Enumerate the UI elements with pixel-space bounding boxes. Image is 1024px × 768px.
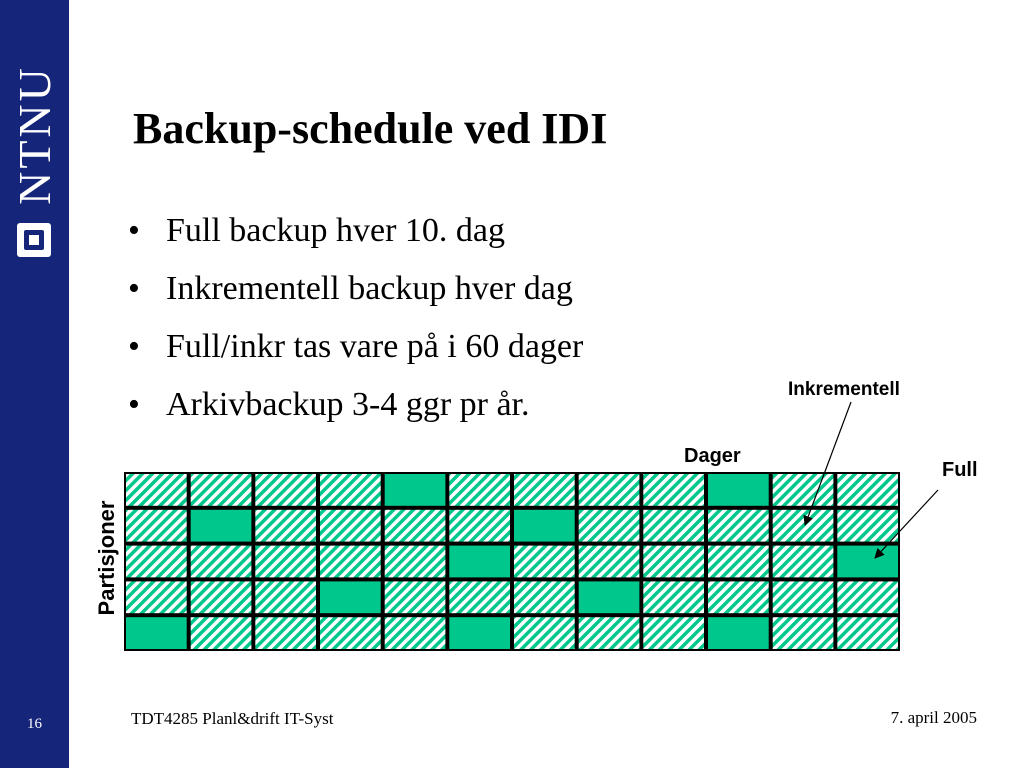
bullet-icon: • — [128, 386, 140, 423]
incremental-backup-cell — [837, 474, 898, 506]
full-backup-cell — [449, 546, 510, 578]
incremental-backup-cell — [837, 617, 898, 649]
full-backup-cell — [126, 617, 187, 649]
incremental-backup-cell — [126, 581, 187, 613]
incremental-backup-cell — [191, 581, 252, 613]
incremental-backup-cell — [126, 546, 187, 578]
dager-axis-label: Dager — [684, 445, 741, 467]
schedule-grid — [124, 472, 900, 651]
full-backup-cell — [449, 617, 510, 649]
incremental-backup-cell — [255, 581, 316, 613]
full-backup-cell — [320, 581, 381, 613]
incremental-backup-cell — [643, 474, 704, 506]
bullet-text: Full backup hver 10. dag — [166, 212, 505, 249]
incremental-backup-cell — [320, 546, 381, 578]
incremental-backup-cell — [191, 546, 252, 578]
incremental-backup-cell — [708, 510, 769, 542]
incremental-backup-cell — [320, 510, 381, 542]
incremental-backup-cell — [579, 617, 640, 649]
footer-date: 7. april 2005 — [890, 708, 977, 727]
page-number: 16 — [27, 716, 42, 732]
bullet-icon: • — [128, 270, 140, 307]
incremental-backup-cell — [255, 474, 316, 506]
footer-course: TDT4285 Planl&drift IT-Syst — [131, 709, 334, 728]
incremental-backup-cell — [385, 581, 446, 613]
full-backup-cell — [837, 546, 898, 578]
incremental-backup-cell — [773, 581, 834, 613]
full-backup-cell — [579, 581, 640, 613]
bullet-icon: • — [128, 328, 140, 365]
incremental-backup-cell — [449, 474, 510, 506]
incremental-backup-cell — [643, 510, 704, 542]
slide-title: Backup-schedule ved IDI — [133, 104, 608, 153]
incremental-backup-cell — [708, 546, 769, 578]
incremental-backup-cell — [514, 581, 575, 613]
bullet-text: Arkivbackup 3-4 ggr pr år. — [166, 386, 530, 423]
incremental-backup-cell — [643, 581, 704, 613]
ntnu-logo-text: NTNU — [9, 65, 60, 205]
incremental-backup-cell — [255, 546, 316, 578]
incremental-backup-cell — [514, 474, 575, 506]
incremental-backup-cell — [320, 474, 381, 506]
incremental-backup-cell — [385, 546, 446, 578]
full-backup-cell — [708, 474, 769, 506]
full-backup-cell — [708, 617, 769, 649]
incremental-backup-cell — [320, 617, 381, 649]
incremental-backup-cell — [514, 546, 575, 578]
bullet-text: Inkrementell backup hver dag — [166, 270, 573, 307]
incremental-backup-cell — [126, 474, 187, 506]
incremental-backup-cell — [126, 510, 187, 542]
incremental-backup-cell — [708, 581, 769, 613]
incremental-backup-cell — [255, 617, 316, 649]
bullet-icon: • — [128, 212, 140, 249]
bullet-text: Full/inkr tas vare på i 60 dager — [166, 328, 584, 365]
incremental-backup-cell — [385, 510, 446, 542]
full-backup-cell — [191, 510, 252, 542]
incremental-backup-cell — [643, 546, 704, 578]
incremental-backup-cell — [773, 474, 834, 506]
incremental-backup-cell — [191, 617, 252, 649]
inkrementell-label: Inkrementell — [788, 379, 900, 400]
incremental-backup-cell — [643, 617, 704, 649]
incremental-backup-cell — [579, 546, 640, 578]
incremental-backup-cell — [837, 510, 898, 542]
incremental-backup-cell — [773, 510, 834, 542]
partisjoner-axis-label: Partisjoner — [94, 500, 119, 616]
full-backup-cell — [385, 474, 446, 506]
incremental-backup-cell — [514, 617, 575, 649]
incremental-backup-cell — [773, 546, 834, 578]
incremental-backup-cell — [837, 581, 898, 613]
incremental-backup-cell — [449, 510, 510, 542]
incremental-backup-cell — [191, 474, 252, 506]
full-backup-cell — [514, 510, 575, 542]
incremental-backup-cell — [385, 617, 446, 649]
full-label: Full — [942, 459, 978, 481]
incremental-backup-cell — [579, 510, 640, 542]
incremental-backup-cell — [255, 510, 316, 542]
incremental-backup-cell — [773, 617, 834, 649]
incremental-backup-cell — [579, 474, 640, 506]
incremental-backup-cell — [449, 581, 510, 613]
